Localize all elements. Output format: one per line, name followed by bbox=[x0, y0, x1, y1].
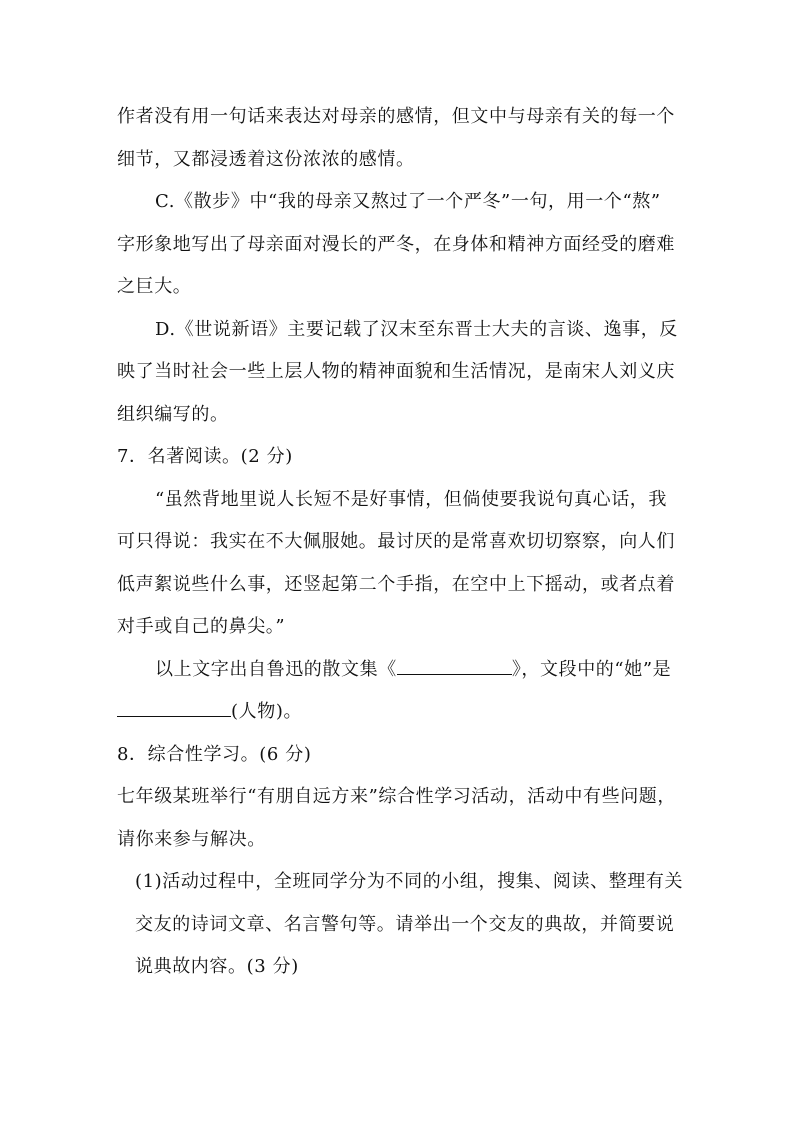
quote-line: 低声絮说些什么事，还竖起第二个手指，在空中上下摇动，或者点着 bbox=[117, 573, 675, 595]
subquestion-1-line: 说典故内容。(3 分) bbox=[135, 956, 299, 977]
text-line: 细节，又都浸透着这份浓浓的感情。 bbox=[117, 148, 415, 170]
option-d-line: D.《世说新语》主要记载了汉末至东晋士大夫的言谈、逸事，反 bbox=[155, 318, 678, 340]
question-7-heading: 7．名著阅读。(2 分) bbox=[117, 446, 293, 467]
q7-fill-middle: 》，文段中的“她”是 bbox=[511, 658, 672, 680]
q7-fill-before: 以上文字出自鲁迅的散文集《 bbox=[155, 658, 397, 680]
answer-blank-book[interactable] bbox=[397, 656, 512, 675]
option-c-line: C.《散步》中“我的母亲又熬过了一个严冬”一句，用一个“熬” bbox=[155, 191, 661, 212]
quote-line: “虽然背地里说人长短不是好事情，但倘使要我说句真心话，我 bbox=[155, 488, 667, 510]
text-line: 映了当时社会一些上层人物的精神面貌和生活情况，是南宋人刘义庆 bbox=[117, 361, 675, 382]
answer-blank-person[interactable] bbox=[117, 698, 231, 717]
text-line: 作者没有用一句话来表达对母亲的感情，但文中与母亲有关的每一个 bbox=[117, 106, 675, 127]
subquestion-1-line: (1)活动过程中，全班同学分为不同的小组，搜集、阅读、整理有关 bbox=[135, 871, 684, 892]
subquestion-1-line: 交友的诗词文章、名言警句等。请举出一个交友的典故，并简要说 bbox=[135, 913, 675, 935]
q7-fill-line-2 bbox=[117, 691, 683, 734]
text-line: 组织编写的。 bbox=[117, 403, 229, 425]
text-line: 七年级某班举行“有朋自远方来”综合性学习活动，活动中有些问题， bbox=[117, 786, 677, 807]
quote-line: 可只得说：我实在不大佩服她。最讨厌的是常喜欢切切察察，向人们 bbox=[117, 531, 675, 552]
text-line: 请你来参与解决。 bbox=[117, 828, 266, 850]
q7-fill-line bbox=[117, 649, 683, 692]
quote-line: 对手或自己的鼻尖。” bbox=[117, 616, 286, 637]
document-page bbox=[117, 96, 683, 989]
question-8-heading: 8．综合性学习。(6 分) bbox=[117, 743, 312, 765]
text-line: 之巨大。 bbox=[117, 276, 192, 297]
q7-fill-after: (人物)。 bbox=[231, 701, 303, 722]
text-line: 字形象地写出了母亲面对漫长的严冬，在身体和精神方面经受的磨难 bbox=[117, 233, 675, 255]
